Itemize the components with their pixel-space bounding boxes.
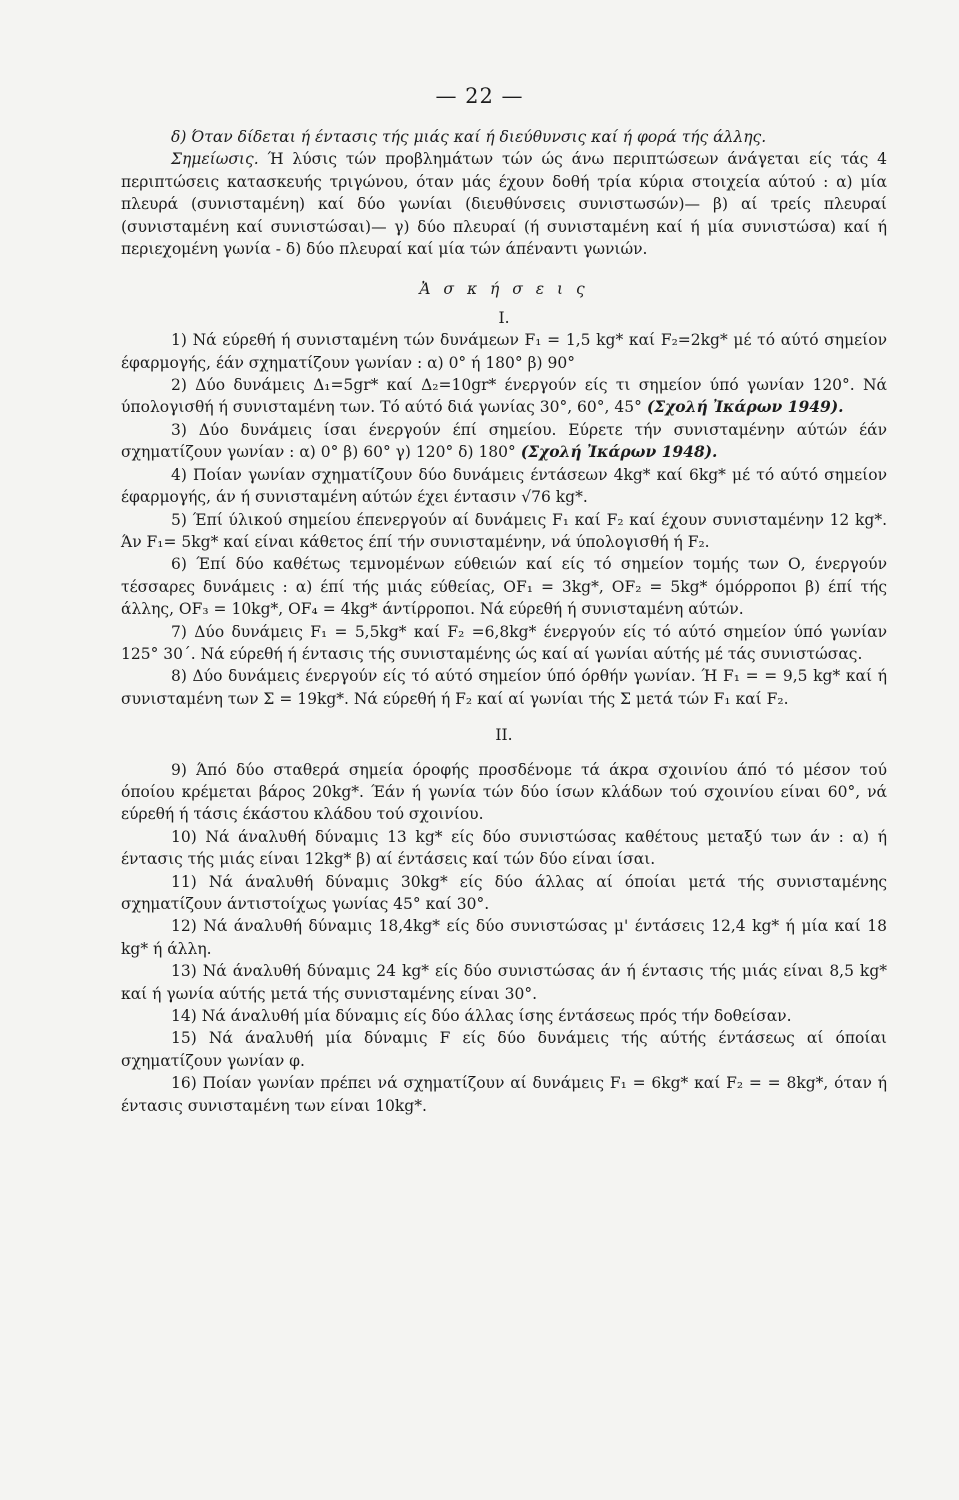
exercise-5: 5) Έπί ύλικού σημείου έπενεργούν αί δυνάμεις F₁ καί F₂ καί έχουν συνισταμένην 12 kg*. Άν F₁= 5kg* καί είναι κάθετος έπί τήν συνισταμένην, νά ύπολογισθή ή F₂. xyxy=(121,510,887,551)
note-paragraph xyxy=(121,148,887,260)
exercise-12: 12) Νά άναλυθή δύναμις 18,4kg* είς δύο συνιστώσας μ' έντάσεις 12,4 kg* ή μία καί 18 kg* ή άλλη. xyxy=(121,917,887,958)
exercise-6: 6) Έπί δύο καθέτως τεμνομένων εύθειών καί είς τό σημείον τομής των Ο, ένεργούν τέσσαρες δυνάμεις : α) έπί τής μιάς εύθείας, OF₁ = 3kg*, OF₂ = 5kg* όμόρροποι β) έπί τής άλλης, OF₃ = 10kg*, OF₄ = 4kg* άντίρροποι. Νά εύρεθή ή συνισταμένη αύτών. xyxy=(121,555,887,619)
case-d-text: δ) Όταν δίδεται ή έντασις τής μιάς καί ή διεύθυνσις καί ή φορά τής άλλης. xyxy=(171,128,767,146)
page-number: — 22 — xyxy=(435,84,524,108)
exercise-2-source: (Σχολή Ἰκάρων 1949). xyxy=(646,397,844,417)
exercises-heading: Ἀ σ κ ή σ ε ι ς xyxy=(419,280,589,299)
exercise-2 xyxy=(121,374,887,419)
exercise-3 xyxy=(121,419,887,464)
note-text: Ή λύσις τών προβλημάτων τών ώς άνω περιπτώσεων άνάγεται είς τάς 4 περιπτώσεις κατασκευής τριγώνου, όταν μάς έχουν δοθή τρία κύρια στοιχεία αύτού : α) μία πλευρά (συνισταμένη) καί δύο γωνίαι (διευθύνσεις συνιστωσών)— β) αί τρείς πλευραί (συνισταμένη καί συνιστώσαι)— γ) δύο πλευραί (ή συνισταμένη καί ή μία συνιστώσα) καί ή περιεχομένη γωνία - δ) δύο πλευραί καί μία τών άπέναντι γωνιών. xyxy=(121,150,887,259)
exercise-15: 15) Νά άναλυθή μία δύναμις F είς δύο δυνάμεις τής αύτής έντάσεως αί όποίαι σχηματίζουν γωνίαν φ. xyxy=(121,1029,887,1070)
exercise-10: 10) Νά άναλυθή δύναμις 13 kg* είς δύο συνιστώσας καθέτους μεταξύ των άν : α) ή έντασις τής μιάς είναι 12kg* β) αί έντάσεις καί τών δύο είναι ίσαι. xyxy=(121,827,887,869)
exercise-3-source: (Σχολή Ἰκάρων 1948). xyxy=(520,442,718,462)
exercise-3-text: 3) Δύο δυνάμεις ίσαι ένεργούν έπί σημείου. Εύρετε τήν συνισταμένην αύτών έάν σχηματίζουν γωνίαν : α) 0° β) 60° γ) 120° δ) 180° xyxy=(121,420,887,462)
exercise-7: 7) Δύο δυνάμεις F₁ = 5,5kg* καί F₂ =6,8kg* ένεργούν είς τό αύτό σημείον ύπό γωνίαν 125° 30΄. Νά εύρεθή ή έντασις τής συνισταμένης ώς καί αί γωνίαι αύτής μέ τάς συνιστώσας. xyxy=(121,622,887,663)
exercise-13: 13) Νά άναλυθή δύναμις 24 kg* είς δύο συνιστώσας άν ή έντασις τής μιάς είναι 8,5 kg* καί ή γωνία αύτής μετά τής συνισταμένης είναι 30°. xyxy=(121,962,887,1003)
exercise-9: 9) Άπό δύο σταθερά σημεία όροφής προσδένομε τά άκρα σχοινίου άπό τό μέσον τού όποίου κρέμεται βάρος 20kg*. Έάν ή γωνία τών δύο ίσων κλάδων τού σχοινίου είναι 60°, νά εύρεθή ή τάσις έκάστου κλάδου τού σχοινίου. xyxy=(121,760,887,824)
section-1-heading: I. xyxy=(498,308,510,327)
page-body xyxy=(121,126,887,1117)
exercise-2-text: 2) Δύο δυνάμεις Δ₁=5gr* καί Δ₂=10gr* ένεργούν είς τι σημείον ύπό γωνίαν 120°. Νά ύπολογισθή ή συνισταμένη των. Τό αύτό διά γωνίας 30°, 60°, 45° xyxy=(121,376,887,417)
exercise-14: 14) Νά άναλυθή μία δύναμις είς δύο άλλας ίσης έντάσεως πρός τήν δοθείσαν. xyxy=(171,1007,792,1026)
exercise-11: 11) Νά άναλυθή δύναμις 30kg* είς δύο άλλας αί όποίαι μετά τής συνισταμένης σχηματίζουν άντιστοίχως γωνίας 45° καί 30°. xyxy=(121,872,887,913)
exercise-8: 8) Δύο δυνάμεις ένεργούν είς τό αύτό σημείον ύπό όρθήν γωνίαν. Ή F₁ = = 9,5 kg* καί ή συνισταμένη των Σ = 19kg*. Νά εύρεθή ή F₂ καί αί γωνίαι τής Σ μετά τών F₁ καί F₂. xyxy=(121,667,887,708)
exercise-16: 16) Ποίαν γωνίαν πρέπει νά σχηματίζουν αί δυνάμεις F₁ = 6kg* καί F₂ = = 8kg*, όταν ή έντασις συνισταμένη των είναι 10kg*. xyxy=(121,1074,887,1115)
section-2-heading: II. xyxy=(495,726,513,745)
note-label: Σημείωσις. xyxy=(171,150,259,169)
exercise-4: 4) Ποίαν γωνίαν σχηματίζουν δύο δυνάμεις έντάσεων 4kg* καί 6kg* μέ τό αύτό σημείον έφαρμογής, άν ή συνισταμένη αύτών έχει έντασιν √76 kg*. xyxy=(121,465,887,507)
exercise-1: 1) Νά εύρεθή ή συνισταμένη τών δυνάμεων F₁ = 1,5 kg* καί F₂=2kg* μέ τό αύτό σημείον έφαρμογής, έάν σχηματίζουν γωνίαν : α) 0° ή 180° β) 90° xyxy=(121,331,887,372)
